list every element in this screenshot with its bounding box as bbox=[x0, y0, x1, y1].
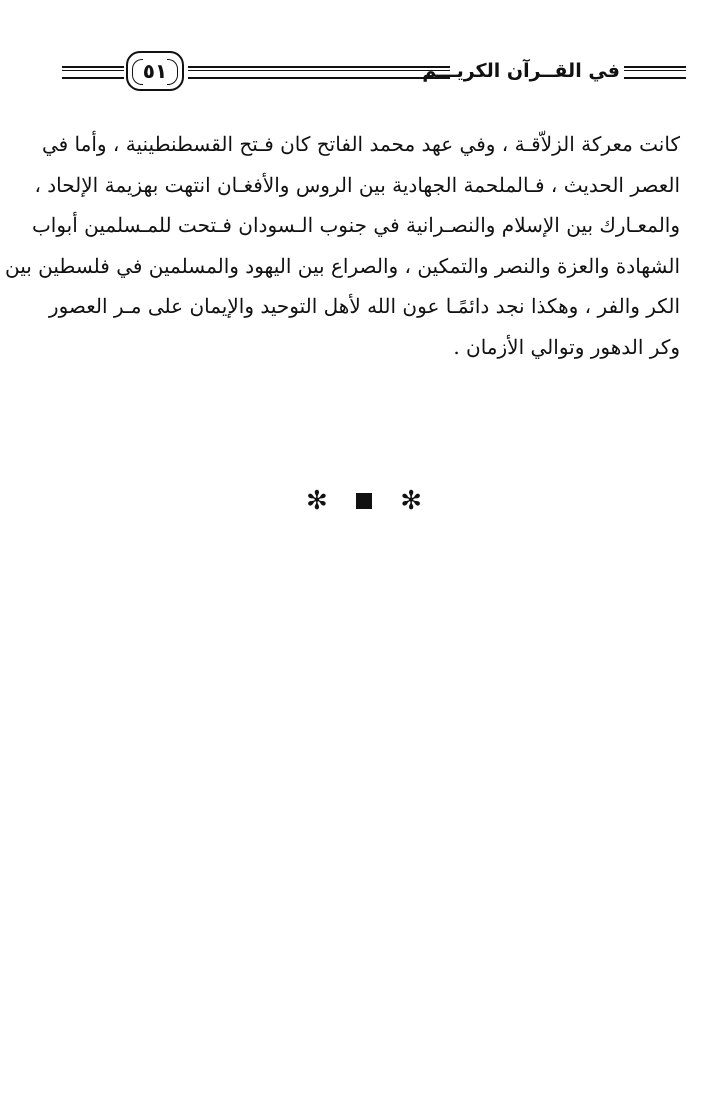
text-line: كانت معركة الزلاّقـة ، وفي عهد محمد الفاتح كان فـتح القسطنطينية ، وأما في bbox=[41, 132, 680, 156]
body-paragraph bbox=[4, 124, 680, 367]
header-rule-right bbox=[624, 66, 686, 79]
header-rule-left bbox=[62, 66, 124, 79]
text-line: الكر والفر ، وهكذا نجد دائمًـا عون الله لأهل التوحيد والإيمان على مـر العصور bbox=[48, 294, 680, 318]
section-end-ornament bbox=[306, 486, 422, 516]
header-rule-middle bbox=[188, 66, 450, 79]
page-header bbox=[58, 48, 686, 96]
page-number-badge bbox=[126, 51, 184, 91]
page-number: ٥١ bbox=[142, 59, 168, 83]
text-line: والمعـارك بين الإسلام والنصـرانية في جنوب الـسودان فـتحت للمـسلمين أبواب bbox=[31, 213, 680, 237]
square-ornament-icon bbox=[356, 493, 372, 509]
running-title: في القــرآن الكريـــم bbox=[422, 60, 620, 82]
asterisk-ornament-icon: ✻ bbox=[400, 486, 422, 516]
text-line: العصر الحديث ، فـالملحمة الجهادية بين الروس والأفغـان انتهت بهزيمة الإلحاد ، bbox=[34, 172, 680, 197]
text-line: وكر الدهور وتوالي الأزمان . bbox=[453, 334, 680, 359]
asterisk-ornament-icon: ✻ bbox=[306, 486, 328, 516]
text-line: الشهادة والعزة والنصر والتمكين ، والصراع بين اليهود والمسلمين في فلسطين بين bbox=[4, 253, 680, 278]
